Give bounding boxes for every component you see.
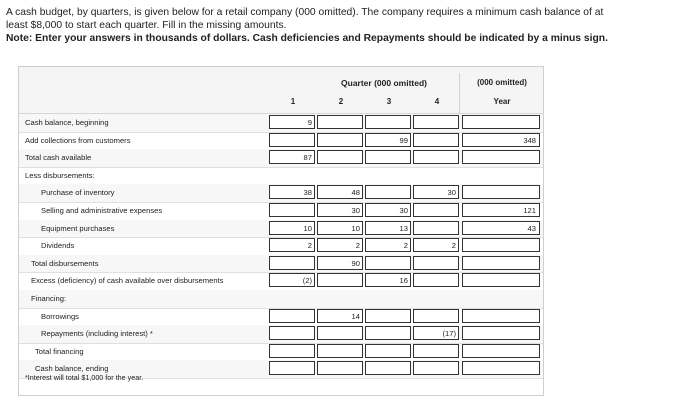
quarter-2-input[interactable]: 2 — [317, 238, 363, 252]
quarter-1-header: 1 — [290, 97, 296, 106]
quarter-3-input[interactable] — [365, 326, 411, 340]
quarter-3-input[interactable]: 16 — [365, 273, 411, 287]
year-label: Year — [493, 97, 511, 106]
quarter-4-input[interactable]: (17) — [413, 326, 459, 340]
table-row — [19, 202, 543, 221]
quarter-3-input[interactable]: 2 — [365, 238, 411, 252]
year-input[interactable] — [462, 115, 540, 129]
quarter-1-input[interactable]: (2) — [269, 273, 315, 287]
table-row — [19, 184, 543, 203]
quarter-2-input[interactable]: 48 — [317, 185, 363, 199]
row-label: Total disbursements — [31, 258, 99, 268]
row-label: Borrowings — [41, 311, 79, 321]
quarter-3-input[interactable] — [365, 344, 411, 358]
quarter-1-input[interactable] — [269, 326, 315, 340]
problem-intro — [6, 6, 696, 45]
quarter-1-input[interactable] — [269, 203, 315, 217]
table-row — [19, 132, 543, 151]
quarter-4-input[interactable] — [413, 203, 459, 217]
quarter-4-input[interactable] — [413, 150, 459, 164]
row-label: Financing: — [31, 294, 67, 303]
year-input[interactable] — [462, 344, 540, 358]
table-row — [19, 167, 543, 186]
row-label: Dividends — [41, 241, 75, 251]
quarter-2-input[interactable] — [317, 361, 363, 375]
quarter-1-input[interactable]: 2 — [269, 238, 315, 252]
table-row — [19, 220, 543, 239]
year-input[interactable] — [462, 309, 540, 323]
year-input[interactable] — [462, 150, 540, 164]
quarter-2-header: 2 — [338, 97, 344, 106]
row-label: Total cash available — [25, 153, 92, 163]
quarter-1-input[interactable]: 9 — [269, 115, 315, 129]
quarter-3-input[interactable] — [365, 309, 411, 323]
quarter-1-input[interactable]: 10 — [269, 221, 315, 235]
quarter-2-input[interactable] — [317, 133, 363, 147]
year-input[interactable]: 43 — [462, 221, 540, 235]
intro-line-2: least $8,000 to start each quarter. Fill in the missing amounts. — [6, 20, 287, 31]
quarter-4-input[interactable] — [413, 344, 459, 358]
quarter-4-input[interactable] — [413, 273, 459, 287]
table-row — [19, 343, 543, 362]
quarter-1-input[interactable]: 38 — [269, 185, 315, 199]
quarter-2-input[interactable] — [317, 115, 363, 129]
quarter-1-input[interactable] — [269, 256, 315, 270]
quarter-3-input[interactable]: 13 — [365, 221, 411, 235]
table-row — [19, 325, 543, 344]
quarter-2-input[interactable] — [317, 273, 363, 287]
table-row — [19, 149, 543, 168]
year-input[interactable] — [462, 238, 540, 252]
quarter-2-input[interactable]: 10 — [317, 221, 363, 235]
quarter-1-input[interactable]: 87 — [269, 150, 315, 164]
table-row — [19, 237, 543, 256]
quarter-3-input[interactable] — [365, 150, 411, 164]
quarter-2-input[interactable] — [317, 150, 363, 164]
quarter-title: Quarter (000 omitted) — [341, 78, 427, 88]
quarter-3-header: 3 — [386, 97, 392, 106]
year-input[interactable] — [462, 273, 540, 287]
quarter-3-input[interactable] — [365, 256, 411, 270]
row-label: Equipment purchases — [41, 223, 115, 233]
year-header — [459, 73, 544, 113]
quarter-1-input[interactable] — [269, 344, 315, 358]
quarter-3-input[interactable] — [365, 361, 411, 375]
year-title: (000 omitted) — [477, 78, 527, 87]
table-row — [19, 308, 543, 327]
year-input[interactable] — [462, 326, 540, 340]
quarter-3-input[interactable]: 99 — [365, 133, 411, 147]
row-label: Selling and administrative expenses — [41, 206, 163, 215]
quarter-2-input[interactable] — [317, 326, 363, 340]
row-label: Excess (deficiency) of cash available over disbursements — [31, 276, 224, 286]
quarter-4-input[interactable] — [413, 361, 459, 375]
row-label: Add collections from customers — [25, 135, 131, 145]
quarter-3-input[interactable] — [365, 115, 411, 129]
quarter-4-input[interactable] — [413, 256, 459, 270]
quarter-4-input[interactable]: 30 — [413, 185, 459, 199]
quarter-2-input[interactable]: 90 — [317, 256, 363, 270]
quarter-2-input[interactable]: 30 — [317, 203, 363, 217]
quarter-2-input[interactable] — [317, 344, 363, 358]
row-label: Cash balance, ending — [35, 364, 109, 374]
quarter-1-input[interactable] — [269, 133, 315, 147]
row-label: Total financing — [35, 346, 84, 356]
quarter-4-input[interactable] — [413, 309, 459, 323]
table-row — [19, 114, 543, 133]
quarter-3-input[interactable] — [365, 185, 411, 199]
year-input[interactable] — [462, 361, 540, 375]
row-label: Repayments (including interest) * — [41, 329, 153, 339]
quarter-4-input[interactable]: 2 — [413, 238, 459, 252]
table-header — [19, 67, 543, 114]
table-row — [19, 255, 543, 274]
year-input[interactable]: 121 — [462, 203, 540, 217]
quarter-3-input[interactable]: 30 — [365, 203, 411, 217]
table-row — [19, 272, 543, 291]
quarter-1-input[interactable] — [269, 309, 315, 323]
cash-budget-table — [18, 66, 544, 396]
intro-line-1: A cash budget, by quarters, is given below for a retail company (000 omitted). The company requires a minimum cash balance of at — [6, 7, 604, 18]
intro-note: Note: Enter your answers in thousands of dollars. Cash deficiencies and Repayments should be indicated by a minus sign. — [6, 33, 608, 44]
quarter-2-input[interactable]: 14 — [317, 309, 363, 323]
quarter-4-input[interactable] — [413, 115, 459, 129]
footnote: *Interest will total $1,000 for the year. — [25, 373, 144, 382]
quarter-1-input[interactable] — [269, 361, 315, 375]
quarter-4-input[interactable] — [413, 221, 459, 235]
quarter-4-header: 4 — [434, 97, 440, 106]
year-input[interactable]: 348 — [462, 133, 540, 147]
year-input[interactable] — [462, 185, 540, 199]
table-row — [19, 290, 543, 309]
row-label: Purchase of inventory — [41, 188, 115, 198]
row-label: Less disbursements: — [25, 170, 95, 180]
row-label: Cash balance, beginning — [25, 118, 109, 127]
quarter-4-input[interactable] — [413, 133, 459, 147]
year-input[interactable] — [462, 256, 540, 270]
